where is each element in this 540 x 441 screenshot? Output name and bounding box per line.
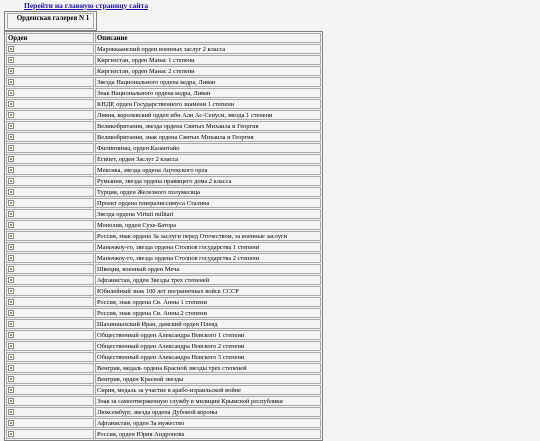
table-row bbox=[6, 77, 321, 87]
order-description: Мексика, звезда ордена Ацтекского орла bbox=[95, 165, 321, 175]
order-description: Румыния, звезда ордена правящего дома 2 класса bbox=[95, 176, 321, 186]
broken-image-icon[interactable] bbox=[8, 376, 14, 382]
order-description: Маньчжоу-го, звезда ордена Столпов государства 1 степени bbox=[95, 242, 321, 252]
order-description: Россия, знак ордена Св. Анны 2 степени bbox=[95, 308, 321, 318]
orders-table-body bbox=[6, 44, 321, 439]
order-image-cell bbox=[6, 429, 94, 439]
table-row bbox=[6, 99, 321, 109]
broken-image-icon[interactable] bbox=[8, 101, 14, 107]
order-description: Турция, орден Железного полумесяца bbox=[95, 187, 321, 197]
order-description: Ливия, королевский орден ибн Али Ас-Сенуси, звезда 1 степени bbox=[95, 110, 321, 120]
order-description: Афганистан, орден За мужество bbox=[95, 418, 321, 428]
broken-image-icon[interactable] bbox=[8, 211, 14, 217]
table-row bbox=[6, 121, 321, 131]
broken-image-icon[interactable] bbox=[8, 409, 14, 415]
order-description: Россия, орден Юрия Андропова bbox=[95, 429, 321, 439]
order-description: Венгрия, орден Красной звезды bbox=[95, 374, 321, 384]
table-row bbox=[6, 242, 321, 252]
broken-image-icon[interactable] bbox=[8, 244, 14, 250]
table-row bbox=[6, 363, 321, 373]
order-image-cell bbox=[6, 209, 94, 219]
broken-image-icon[interactable] bbox=[8, 178, 14, 184]
broken-image-icon[interactable] bbox=[8, 321, 14, 327]
table-row bbox=[6, 176, 321, 186]
table-row bbox=[6, 352, 321, 362]
order-description: Киргизстан, орден Манас 2 степени bbox=[95, 66, 321, 76]
order-description: Мароккаанский орден военных заслуг 2 класса bbox=[95, 44, 321, 54]
order-image-cell bbox=[6, 231, 94, 241]
order-image-cell bbox=[6, 418, 94, 428]
order-description: Филиппины, орден Калантайо bbox=[95, 143, 321, 153]
order-image-cell bbox=[6, 154, 94, 164]
broken-image-icon[interactable] bbox=[8, 343, 14, 349]
broken-image-icon[interactable] bbox=[8, 112, 14, 118]
table-row bbox=[6, 275, 321, 285]
gallery-title: Орденская галерея N 1 bbox=[16, 14, 90, 22]
broken-image-icon[interactable] bbox=[8, 134, 14, 140]
gallery-title-box bbox=[4, 11, 97, 31]
order-image-cell bbox=[6, 143, 94, 153]
order-description: Сирия, медаль за участие в арабо-израильской войне bbox=[95, 385, 321, 395]
table-row bbox=[6, 429, 321, 439]
table-row bbox=[6, 341, 321, 351]
table-row bbox=[6, 374, 321, 384]
table-row bbox=[6, 308, 321, 318]
broken-image-icon[interactable] bbox=[8, 255, 14, 261]
table-header-row bbox=[6, 33, 321, 43]
table-row bbox=[6, 165, 321, 175]
order-description: Венгрия, медаль ордена Красной звезды трех степеней bbox=[95, 363, 321, 373]
table-row bbox=[6, 407, 321, 417]
order-image-cell bbox=[6, 275, 94, 285]
broken-image-icon[interactable] bbox=[8, 200, 14, 206]
order-description: КНДР, орден Государственного знамени 1 степени bbox=[95, 99, 321, 109]
order-image-cell bbox=[6, 374, 94, 384]
order-image-cell bbox=[6, 132, 94, 142]
broken-image-icon[interactable] bbox=[8, 288, 14, 294]
order-description: Афганистан, орден Звезды трех степеней bbox=[95, 275, 321, 285]
order-description: Шахиншахский Иран, дамский орден Плеяд bbox=[95, 319, 321, 329]
order-description: Люксембург, звезда ордена Дубовой короны bbox=[95, 407, 321, 417]
broken-image-icon[interactable] bbox=[8, 233, 14, 239]
order-description: Общественный орден Александра Невского 2 степени bbox=[95, 341, 321, 351]
broken-image-icon[interactable] bbox=[8, 90, 14, 96]
broken-image-icon[interactable] bbox=[8, 46, 14, 52]
order-description: Россия, знак ордена Св. Анны 1 степени bbox=[95, 297, 321, 307]
order-image-cell bbox=[6, 99, 94, 109]
table-row bbox=[6, 154, 321, 164]
table-row bbox=[6, 132, 321, 142]
table-row bbox=[6, 66, 321, 76]
order-image-cell bbox=[6, 308, 94, 318]
table-row bbox=[6, 385, 321, 395]
broken-image-icon[interactable] bbox=[8, 354, 14, 360]
order-image-cell bbox=[6, 407, 94, 417]
table-row bbox=[6, 418, 321, 428]
order-image-cell bbox=[6, 176, 94, 186]
table-row bbox=[6, 253, 321, 263]
order-image-cell bbox=[6, 352, 94, 362]
table-row bbox=[6, 88, 321, 98]
top-bar bbox=[0, 0, 540, 10]
order-description: Великобритания, знак ордена Святых Михаила и Георгия bbox=[95, 132, 321, 142]
order-image-cell bbox=[6, 253, 94, 263]
order-description: Монолия, орден Сухе-Батора bbox=[95, 220, 321, 230]
table-row bbox=[6, 110, 321, 120]
broken-image-icon[interactable] bbox=[8, 145, 14, 151]
order-description: Проект ордена генералиссимуса Сталина bbox=[95, 198, 321, 208]
broken-image-icon[interactable] bbox=[8, 431, 14, 437]
order-image-cell bbox=[6, 297, 94, 307]
order-description: Знак Национального ордена кедра, Ливан bbox=[95, 88, 321, 98]
broken-image-icon[interactable] bbox=[8, 167, 14, 173]
broken-image-icon[interactable] bbox=[8, 332, 14, 338]
order-image-cell bbox=[6, 88, 94, 98]
broken-image-icon[interactable] bbox=[8, 299, 14, 305]
order-description: Россия, знак ордена За заслуги перед Отечеством, за военные заслуги bbox=[95, 231, 321, 241]
column-header-description: Описание bbox=[95, 33, 321, 43]
broken-image-icon[interactable] bbox=[8, 79, 14, 85]
broken-image-icon[interactable] bbox=[8, 123, 14, 129]
table-row bbox=[6, 209, 321, 219]
gallery-title-cell bbox=[7, 13, 94, 29]
broken-image-icon[interactable] bbox=[8, 310, 14, 316]
order-image-cell bbox=[6, 66, 94, 76]
broken-image-icon[interactable] bbox=[8, 266, 14, 272]
order-image-cell bbox=[6, 121, 94, 131]
table-row bbox=[6, 220, 321, 230]
broken-image-icon[interactable] bbox=[8, 57, 14, 63]
column-header-order: Орден bbox=[6, 33, 94, 43]
table-row bbox=[6, 286, 321, 296]
table-row bbox=[6, 297, 321, 307]
table-row bbox=[6, 143, 321, 153]
broken-image-icon[interactable] bbox=[8, 222, 14, 228]
table-row bbox=[6, 198, 321, 208]
order-description: Киргизстан, орден Манас 1 степени bbox=[95, 55, 321, 65]
table-row bbox=[6, 55, 321, 65]
order-image-cell bbox=[6, 319, 94, 329]
order-image-cell bbox=[6, 110, 94, 120]
order-description: Египет, орден Заслуг 2 класса bbox=[95, 154, 321, 164]
broken-image-icon[interactable] bbox=[8, 365, 14, 371]
table-row bbox=[6, 330, 321, 340]
broken-image-icon[interactable] bbox=[8, 398, 14, 404]
order-description: Маньчжоу-го, звезда ордена Столпов государства 2 степени bbox=[95, 253, 321, 263]
order-description: Общественный орден Александра Невского 1 степени bbox=[95, 330, 321, 340]
order-description: Общественный орден Александра Невского 3 степени bbox=[95, 352, 321, 362]
order-description: Швеция, военный орден Меча bbox=[95, 264, 321, 274]
home-page-link[interactable]: Перейти на главную страницу сайта bbox=[24, 1, 149, 10]
table-row bbox=[6, 319, 321, 329]
order-image-cell bbox=[6, 77, 94, 87]
order-image-cell bbox=[6, 165, 94, 175]
order-description: Знак за самоотверженную службу в милиции Крымской республики bbox=[95, 396, 321, 406]
order-image-cell bbox=[6, 187, 94, 197]
broken-image-icon[interactable] bbox=[8, 277, 14, 283]
broken-image-icon[interactable] bbox=[8, 387, 14, 393]
broken-image-icon[interactable] bbox=[8, 156, 14, 162]
table-row bbox=[6, 231, 321, 241]
order-description: Юбилейный знак 100 лет пограничных войск СССР bbox=[95, 286, 321, 296]
order-image-cell bbox=[6, 198, 94, 208]
table-row bbox=[6, 264, 321, 274]
order-description: Звезда Национального ордена кедра, Ливан bbox=[95, 77, 321, 87]
order-image-cell bbox=[6, 286, 94, 296]
order-image-cell bbox=[6, 264, 94, 274]
order-image-cell bbox=[6, 363, 94, 373]
order-image-cell bbox=[6, 330, 94, 340]
order-image-cell bbox=[6, 242, 94, 252]
order-image-cell bbox=[6, 341, 94, 351]
order-description: Великобритания, звезда ордена Святых Михаила и Георгия bbox=[95, 121, 321, 131]
broken-image-icon[interactable] bbox=[8, 420, 14, 426]
broken-image-icon[interactable] bbox=[8, 189, 14, 195]
table-row bbox=[6, 44, 321, 54]
order-image-cell bbox=[6, 44, 94, 54]
order-description: Звезда ордена Virtuti militari bbox=[95, 209, 321, 219]
table-row bbox=[6, 187, 321, 197]
broken-image-icon[interactable] bbox=[8, 68, 14, 74]
order-image-cell bbox=[6, 220, 94, 230]
orders-table bbox=[4, 31, 323, 441]
order-image-cell bbox=[6, 55, 94, 65]
order-image-cell bbox=[6, 385, 94, 395]
